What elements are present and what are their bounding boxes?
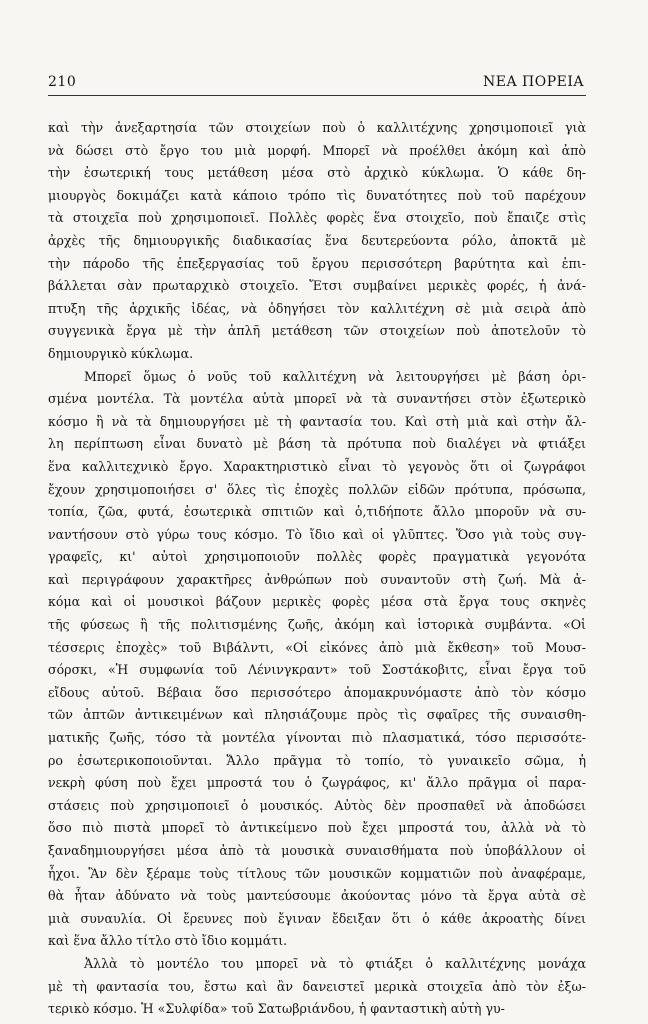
paragraph xyxy=(48,117,586,366)
text-line: ματικῆς ζωῆς, τόσο τὰ μοντέλα γίνονται πιὸ πλασματικά, τόσο περισσότε- xyxy=(48,730,586,746)
text-line: Ἀλλὰ τὸ μοντέλο του μπορεῖ νὰ τὸ φτιάξει ὁ καλλιτέχνης μονάχα xyxy=(84,955,586,971)
text-line: μιουργὸς δοκιμάζει κατὰ κάποιο τρόπο τὶς δυνατότητες ποὺ τοῦ παρέχουν xyxy=(48,187,586,203)
text-line: σμένα μοντέλα. Τὰ μοντέλα αὐτὰ μπορεῖ νὰ τὰ συναντήσει στὸν ἐξωτερικὸ xyxy=(48,391,586,407)
text-line: ἕνα καλλιτεχνικὸ ἔργο. Χαρακτηριστικὸ εἶναι τὸ γεγονὸς ὅτι οἱ ζωγράφοι xyxy=(48,458,586,474)
text-line: γραφεῖς, κι' αὐτοὶ χρησιμοποιοῦν πολλὲς φορὲς πραγματικὰ γεγονότα xyxy=(48,549,586,565)
running-title: ΝΕΑ ΠΟΡΕΙΑ xyxy=(483,74,584,90)
text-line: τερικὸ κόσμο. Ἡ «Συλφίδα» τοῦ Σατωβριάνδου, ἡ φανταστικὴ αὐτὴ γυ- xyxy=(48,1001,505,1017)
page-header xyxy=(48,73,584,91)
paragraph xyxy=(48,366,586,953)
text-line: τὴν ἐσωτερική τους μετάθεση μέσα στὸ ἀρχικὸ κύκλωμα. Ὁ κάθε δη- xyxy=(48,165,586,181)
text-line: ρο ἐσωτερικοποιοῦνται. Ἄλλο πρᾶγμα τὸ τοπίο, τὸ γυναικεῖο σῶμα, ἡ xyxy=(48,752,586,768)
text-line: κόμα καὶ οἱ μουσικοὶ βάζουν μερικὲς φορὲς μέσα στὰ ἔργα τους σκηνὲς xyxy=(48,594,586,610)
text-line: τὴν πάροδο τῆς ἐπεξεργασίας τοῦ ἔργου περισσότερη βαρύτητα καὶ ἐπι- xyxy=(48,255,586,271)
text-line: τέσσερις ἐποχὲς» τοῦ Βιβάλντι, «Οἱ εἰκόνες ἀπὸ μιὰ ἔκθεση» τοῦ Μουσ- xyxy=(48,639,586,655)
text-line: καὶ περιγράφουν χαρακτῆρες ἀνθρώπων ποὺ συναντοῦν στὴ ζωή. Μὰ ἀ- xyxy=(48,571,586,587)
text-line: ἦχοι. Ἂν δὲν ξέραμε τοὺς τίτλους τῶν μουσικῶν κομματιῶν ποὺ ἀναφέραμε, xyxy=(48,865,586,881)
text-line: πτυξη τῆς ἀρχικῆς ἰδέας, νὰ ὁδηγήσει τὸν καλλιτέχνη σὲ μιὰ σειρὰ ἀπὸ xyxy=(48,300,586,316)
text-line: βάλλεται σὰν πρωταρχικὸ στοιχεῖο. Ἔτσι συμβαίνει μερικὲς φορές, ἡ ἀνά- xyxy=(48,278,586,294)
body-text xyxy=(48,117,586,1021)
text-line: λη περίπτωση εἶναι δυνατὸ μὲ βάση τὰ πρότυπα ποὺ διαλέγει νὰ φτιάξει xyxy=(48,436,586,452)
text-line: νεκρὴ φύση ποὺ ἔχει μπροστά του ὁ ζωγράφος, κι' ἄλλο πρᾶγμα οἱ παρα- xyxy=(48,775,586,791)
page-number: 210 xyxy=(48,74,77,90)
text-line: τοπία, ζῶα, φυτά, ἐσωτερικὰ σπιτιῶν καὶ ὁ,τιδήποτε ἄλλο μποροῦν νὰ συ- xyxy=(48,504,586,520)
text-line: δημιουργικὸ κύκλωμα. xyxy=(48,345,194,361)
text-line: τῆς φύσεως ἢ τῆς πολιτισμένης ζωῆς, ἀκόμη καὶ ἱστορικὰ συμβάντα. «Οἱ xyxy=(48,617,586,633)
text-line: στάσεις ποὺ χρησιμοποιεῖ ὁ μουσικός. Αὐτὸς δὲν προσπαθεῖ νὰ ἀποδώσει xyxy=(48,797,586,813)
header-rule xyxy=(48,95,586,96)
paragraph xyxy=(48,953,586,1021)
text-line: τῶν ἁπτῶν ἀντικειμένων καὶ πλησιάζουμε πρὸς τὶς σφαῖρες τῆς συναισθη- xyxy=(48,707,586,723)
text-line: ναντήσουν στὸ γύρω τους κόσμο. Τὸ ἴδιο καὶ οἱ γλῦπτες. Ὅσο γιὰ τοὺς συγ- xyxy=(48,526,586,542)
text-line: νὰ δώσει στὸ ἔργο του μιὰ μορφή. Μπορεῖ νὰ προέλθει ἀκόμη καὶ ἀπὸ xyxy=(48,142,586,158)
text-line: ὅσο πιὸ πιστὰ μπορεῖ τὸ ἀντικείμενο ποὺ ἔχει μπροστά του, ἀλλὰ νὰ τὸ xyxy=(48,820,586,836)
text-line: καὶ τὴν ἀνεξαρτησία τῶν στοιχείων ποὺ ὁ καλλιτέχνης χρησιμοποιεῖ γιὰ xyxy=(48,120,586,135)
text-line: μιὰ συναυλία. Οἱ ἔρευνες ποὺ ἔγιναν ἔδειξαν ὅτι ὁ κάθε ἀκροατὴς δίνει xyxy=(48,910,586,926)
text-line: ξαναδημιουργήσει μέσα ἀπὸ τὰ μουσικὰ συναισθήματα ποὺ ὑποβάλλουν οἱ xyxy=(48,843,586,858)
text-line: εἴδους αὐτοῦ. Βέβαια ὅσο περισσότερο ἀπομακρυνόμαστε ἀπὸ τὸν κόσμο xyxy=(48,684,586,700)
text-line: θὰ ἦταν ἀδύνατο νὰ τοὺς μαντεύσουμε ἀκούοντας μόνο τὰ ἔργα αὐτὰ σὲ xyxy=(48,888,586,904)
text-line: κόσμο ἢ νὰ τὰ δημιουργήσει μὲ τὴ φαντασία του. Καὶ στὴ μιὰ καὶ στὴν ἄλ- xyxy=(48,413,586,429)
text-line: ἀρχὲς τῆς δημιουργικῆς διαδικασίας ἕνα δευτερεύοντα ρόλο, ἀποκτᾶ μὲ xyxy=(48,232,586,248)
text-line: καὶ ἕνα ἄλλο τίτλο στὸ ἴδιο κομμάτι. xyxy=(48,933,288,949)
text-line: ἔχουν χρησιμοποιήσει σ' ὅλες τὶς ἐποχὲς πολλῶν εἰδῶν πρότυπα, πρόσωπα, xyxy=(48,481,586,497)
text-line: μὲ τὴ φαντασία του, ἔστω καὶ ἂν δανειστεῖ μερικὰ στοιχεῖα ἀπὸ τὸν ἐξω- xyxy=(48,978,586,994)
text-line: συγγενικὰ ἔργα μὲ τὴν ἁπλῆ μετάθεση τῶν στοιχείων ποὺ ἀποτελοῦν τὸ xyxy=(48,323,586,339)
text-line: Μπορεῖ ὅμως ὁ νοῦς τοῦ καλλιτέχνη νὰ λειτουργήσει μὲ βάση ὁρι- xyxy=(84,368,586,384)
text-line: σόρσκι, «Ἡ συμφωνία τοῦ Λένινγκραντ» τοῦ Σοστάκοβιτς, εἶναι ἔργα τοῦ xyxy=(48,662,586,678)
text-line: τὰ στοιχεῖα ποὺ χρησιμοποιεῖ. Πολλὲς φορὲς ἕνα στοιχεῖο, ποὺ ἔπαιζε στὶς xyxy=(48,210,586,226)
